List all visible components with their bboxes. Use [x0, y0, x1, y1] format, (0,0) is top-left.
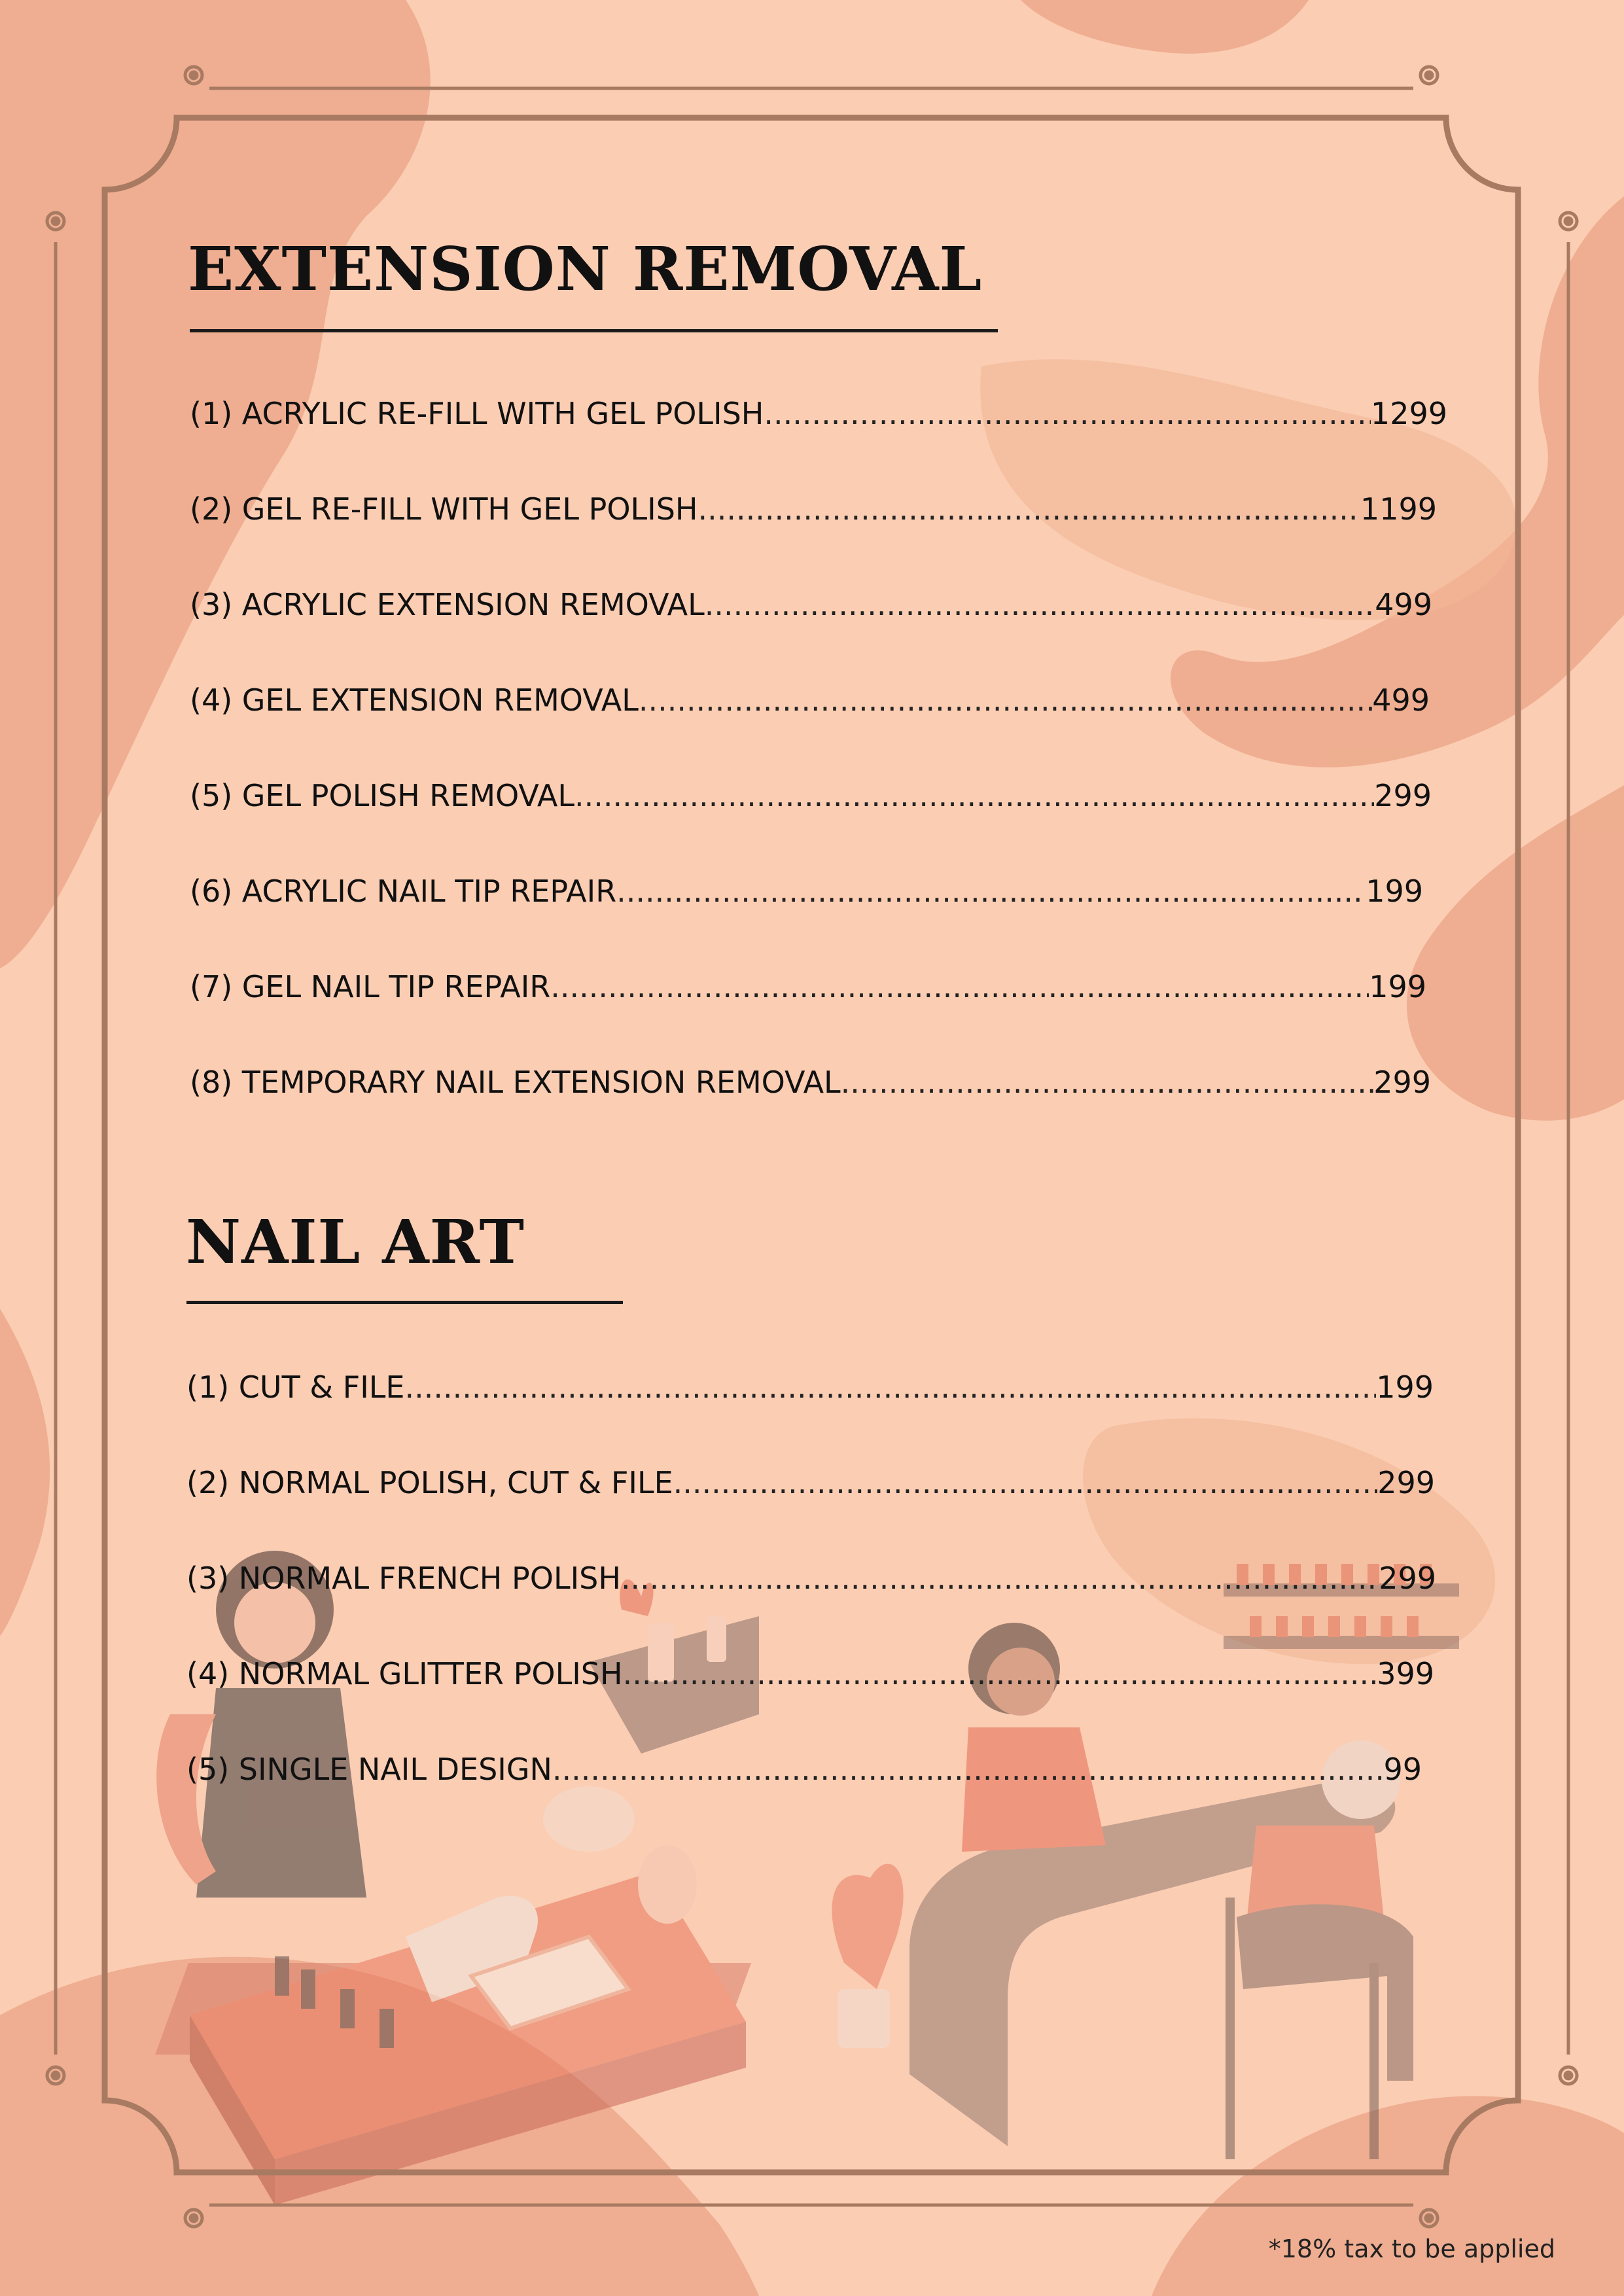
dot-leader — [574, 778, 1374, 813]
menu-item-gel-tip-repair — [190, 969, 1426, 1004]
item-label: (1) ACRYLIC RE-FILL WITH GEL POLISH — [190, 396, 764, 431]
item-label: (8) TEMPORARY NAIL EXTENSION REMOVAL — [190, 1065, 841, 1100]
item-label: (4) GEL EXTENSION REMOVAL — [190, 682, 639, 718]
item-price: 199 — [1376, 1369, 1434, 1405]
section-title-extension-removal: EXTENSION REMOVAL — [188, 234, 983, 304]
dot-leader — [673, 1465, 1378, 1500]
menu-item-gel-extension-removal — [190, 682, 1430, 718]
section-underline — [190, 329, 998, 332]
item-label: (7) GEL NAIL TIP REPAIR — [190, 969, 551, 1004]
menu-item-normal-french-polish — [186, 1561, 1436, 1596]
item-label: (1) CUT & FILE — [186, 1369, 405, 1405]
item-price: 499 — [1372, 682, 1430, 718]
menu-item-gel-polish-removal — [190, 778, 1432, 813]
dot-leader — [764, 396, 1371, 431]
item-label: (2) NORMAL POLISH, CUT & FILE — [186, 1465, 673, 1500]
item-price: 299 — [1379, 1561, 1436, 1596]
dot-leader — [698, 491, 1360, 527]
menu-item-acrylic-tip-repair — [190, 874, 1423, 909]
menu-item-cut-file — [186, 1369, 1434, 1405]
dot-leader — [705, 587, 1375, 622]
item-price: 299 — [1374, 778, 1432, 813]
section-underline — [186, 1301, 623, 1304]
dot-leader — [623, 1656, 1377, 1691]
dot-leader — [405, 1369, 1377, 1405]
item-price: 299 — [1373, 1065, 1431, 1100]
item-label: (5) SINGLE NAIL DESIGN — [186, 1752, 552, 1787]
menu-item-normal-polish-cut-file — [186, 1465, 1435, 1500]
item-price: 199 — [1369, 969, 1426, 1004]
item-label: (3) ACRYLIC EXTENSION REMOVAL — [190, 587, 705, 622]
item-price: 199 — [1366, 874, 1423, 909]
item-price: 499 — [1375, 587, 1432, 622]
menu-item-acrylic-refill — [190, 396, 1447, 431]
dot-leader — [841, 1065, 1374, 1100]
item-price: 1199 — [1360, 491, 1437, 527]
tax-note: *18% tax to be applied — [1268, 2234, 1555, 2263]
item-label: (6) ACRYLIC NAIL TIP REPAIR — [190, 874, 617, 909]
dot-leader — [639, 682, 1372, 718]
item-label: (3) NORMAL FRENCH POLISH — [186, 1561, 621, 1596]
menu-item-gel-refill — [190, 491, 1437, 527]
item-label: (4) NORMAL GLITTER POLISH — [186, 1656, 623, 1691]
item-price: 399 — [1377, 1656, 1434, 1691]
dot-leader — [552, 1752, 1384, 1787]
item-label: (2) GEL RE-FILL WITH GEL POLISH — [190, 491, 698, 527]
menu-item-acrylic-extension-removal — [190, 587, 1432, 622]
section-title-nail-art: NAIL ART — [186, 1207, 525, 1277]
menu-item-temporary-extension-removal — [190, 1065, 1431, 1100]
item-price: 299 — [1377, 1465, 1435, 1500]
dot-leader — [550, 969, 1369, 1004]
item-price: 99 — [1383, 1752, 1422, 1787]
dot-leader — [621, 1561, 1379, 1596]
item-label: (5) GEL POLISH REMOVAL — [190, 778, 575, 813]
dot-leader — [616, 874, 1366, 909]
menu-item-single-nail-design — [186, 1752, 1422, 1787]
item-price: 1299 — [1370, 396, 1447, 431]
menu-item-normal-glitter-polish — [186, 1656, 1434, 1691]
